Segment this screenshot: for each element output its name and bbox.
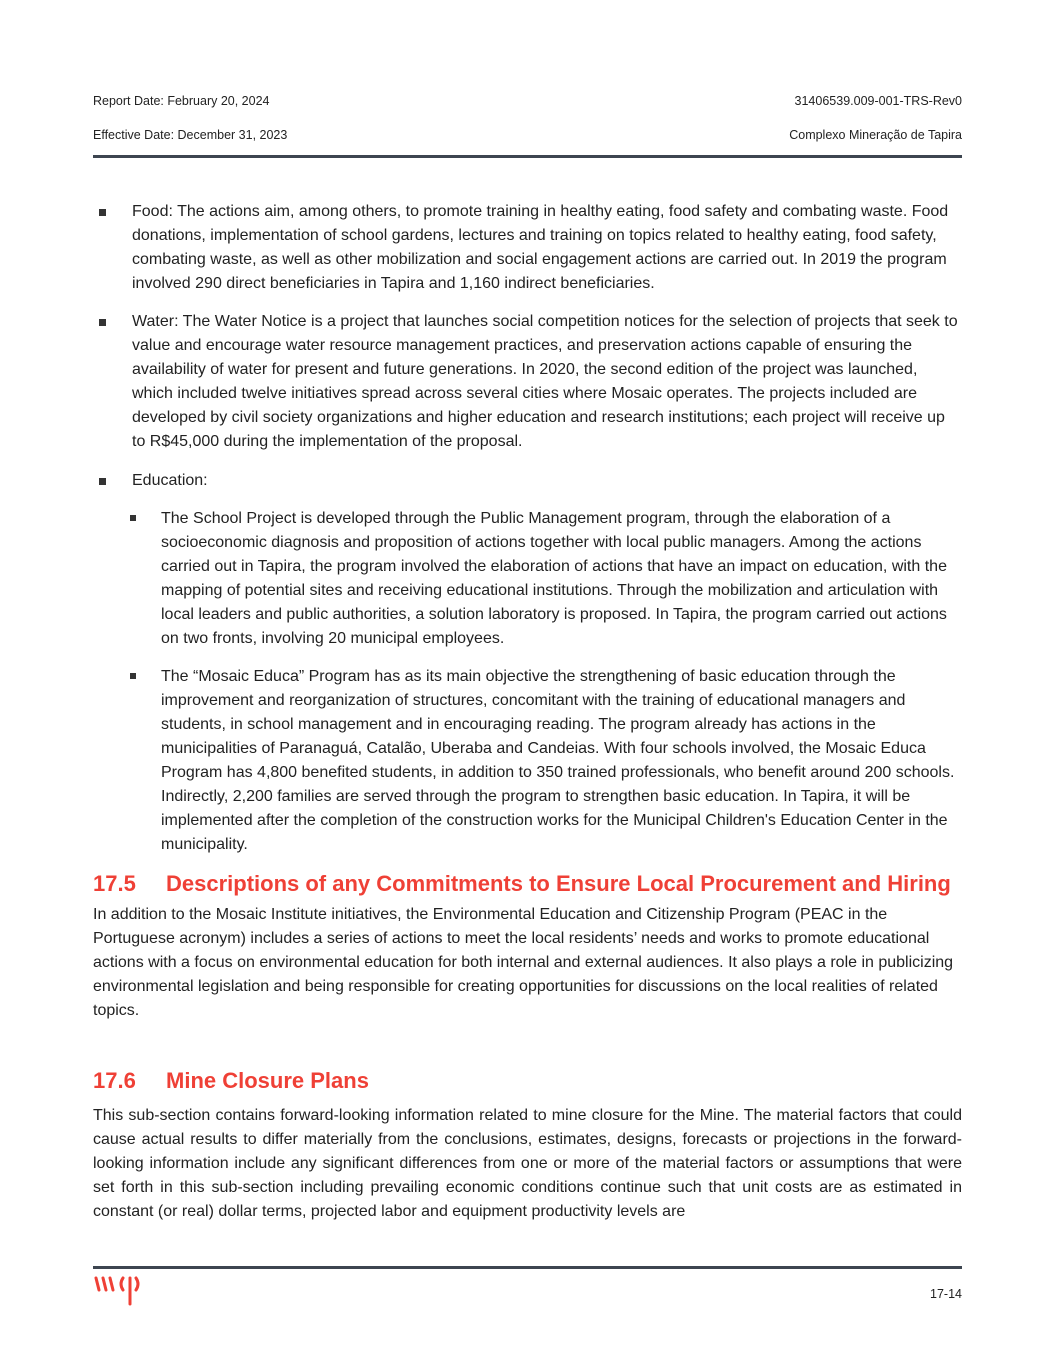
page-number: 17-14	[930, 1287, 962, 1301]
wsp-logo	[93, 1276, 157, 1313]
section-heading	[93, 1067, 962, 1095]
section-title: Descriptions of any Commitments to Ensure Local Procurement and Hiring	[166, 871, 951, 896]
sub-bullet-school-project	[93, 507, 962, 651]
section-body: This sub-section contains forward-looking information related to mine closure for the Mine. The material factors that could cause actual results to differ materially from the conclusions, estimates, designs, forecasts or projections in the forward-looking information include any significant differences from one or more of the material factors or assumptions that were set forth in this sub-section including prevailing economic conditions continue such that unit costs are as estimated in constant (or real) dollar terms, projected labor and equipment productivity levels are	[93, 1107, 962, 1220]
sub-bullet-mosaic-educa	[93, 665, 962, 857]
bullet-icon	[130, 515, 136, 521]
bullet-text: Water: The Water Notice is a project that launches social competition notices for the selection of projects that seek to value and encourage water resource management practices, and preservation actions capable of ensuring the availability of water for present and future generations. In 2020, the second edition of the project was launched, which included twelve initiatives spread across several cities where Mosaic operates. The projects included are developed by civil society organizations and higher education and research institutions; each project will receive up to R$45,000 during the implementation of the proposal.	[132, 313, 958, 450]
bullet-text: The “Mosaic Educa” Program has as its main objective the strengthening of basic education through the improvement and reorganization of structures, concomitant with the training of educational managers and students, in school management and in encouraging reading. The program already has actions in the municipalities of Paranaguá, Catalão, Uberaba and Candeias. With four schools involved, the Mosaic Educa Program has 4,800 benefited students, in addition to 350 trained professionals, who benefit around 200 schools. Indirectly, 2,200 families are served through the program to strengthen basic education. In Tapira, it will be implemented after the completion of the construction works for the Municipal Children's Education Center in the municipality.	[161, 668, 955, 853]
bullet-text: Education:	[132, 472, 208, 489]
section-17-5	[93, 870, 962, 1023]
bullet-icon	[130, 673, 136, 679]
bullet-icon	[99, 209, 106, 216]
bullet-icon	[99, 478, 106, 485]
section-heading	[93, 870, 962, 898]
section-17-6	[93, 1067, 962, 1224]
section-number: 17.5	[93, 871, 136, 896]
bullet-icon	[99, 319, 106, 326]
project-name: Complexo Mineração de Tapira	[789, 128, 962, 142]
bullet-text: The School Project is developed through the Public Management program, through the elaboration of a socioeconomic diagnosis and proposition of actions together with local public managers. Among the actions carried out in Tapira, the program involved the elaboration of actions that have an impact on education, with the mapping of potential sites and receiving educational institutions. Through the mobilization and articulation with local leaders and public authorities, a solution laboratory is proposed. In Tapira, the program carried out actions on two fronts, involving 20 municipal employees.	[161, 510, 947, 647]
header-divider	[93, 155, 962, 158]
bullet-text: Food: The actions aim, among others, to promote training in healthy eating, food safety and combating waste. Food donations, implementation of school gardens, lectures and training on topics related to healthy eating, food safety, combating waste, as well as other mobilization and social engagement actions are carried out. In 2019 the program involved 290 direct beneficiaries in Tapira and 1,160 indirect beneficiaries.	[132, 203, 949, 292]
report-date: Report Date: February 20, 2024	[93, 94, 270, 108]
section-title: Mine Closure Plans	[166, 1068, 369, 1093]
section-body: In addition to the Mosaic Institute initiatives, the Environmental Education and Citizenship Program (PEAC in the Portuguese acronym) includes a series of actions to meet the local residents’ needs and works to promote educational actions with a focus on environmental education for both internal and external audiences. It also plays a role in publicizing environmental legislation and being responsible for creating opportunities for discussions on the local realities of related topics.	[93, 906, 954, 1019]
effective-date: Effective Date: December 31, 2023	[93, 128, 288, 142]
section-number: 17.6	[93, 1068, 136, 1093]
bullet-food	[93, 200, 962, 296]
bullet-water	[93, 310, 962, 454]
document-id: 31406539.009-001-TRS-Rev0	[794, 94, 962, 108]
footer-divider	[93, 1266, 962, 1269]
bullet-education	[93, 469, 962, 493]
